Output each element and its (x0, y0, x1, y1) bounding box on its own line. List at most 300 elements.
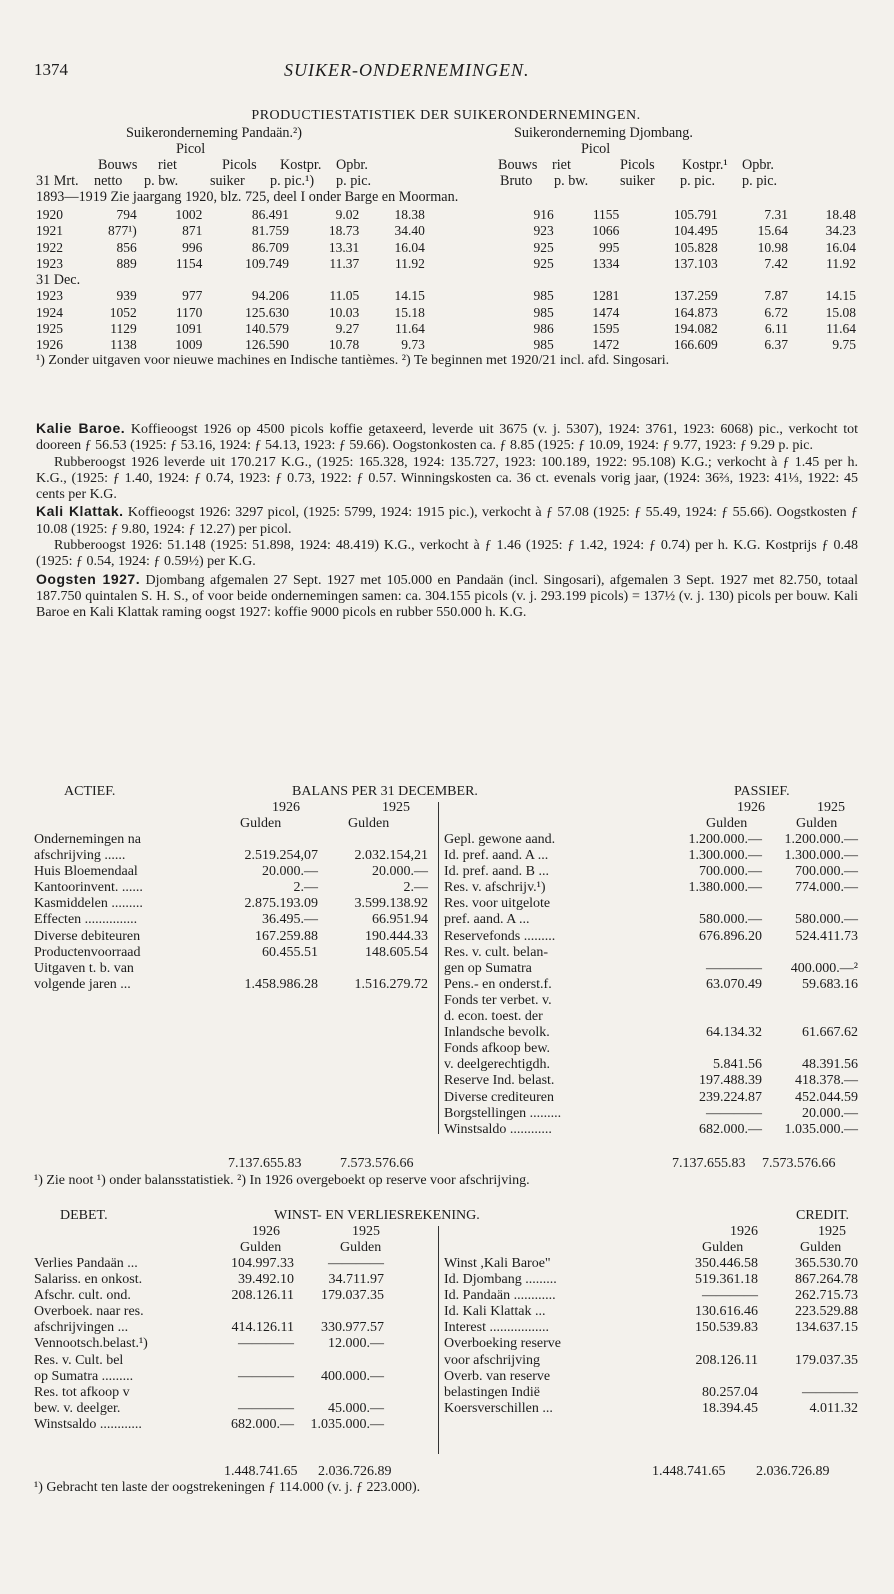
profit-loss-years (34, 1224, 858, 1240)
stat-cell: 1926 (36, 337, 63, 353)
debet-item-amount-1925: 330.977.57 (321, 1320, 384, 1336)
debet-item (34, 1304, 434, 1320)
debet-item-label: bew. v. deelger. (34, 1400, 121, 1416)
balance-total-passief-1925: 7.573.576.66 (762, 1156, 836, 1171)
passief-item-amount-1925: 774.000.— (795, 880, 858, 896)
actief-item (34, 929, 434, 945)
statistics-footnote: ¹) Zonder uitgaven voor nieuwe machines en Indische tantièmes. ²) Te beginnen met 1920/21 incl. afd. Singosari. (36, 353, 670, 369)
credit-item (444, 1353, 858, 1369)
stat-cell: 7.31 (764, 207, 788, 223)
profit-loss-title: WINST- EN VERLIESREKENING. (274, 1208, 480, 1223)
credit-item (444, 1336, 858, 1352)
kali-klattak-coffee: Koffieoogst 1926: 3297 picol, (1925: 5799, 1924: 1915 pic.), verkocht à ƒ 57.08 (1925: ƒ 55.49, 1924: ƒ 55.66). Oogstkosten ƒ 10.08 (1925: ƒ 9.80, 1924: ƒ 12.27) per picol. (36, 505, 859, 537)
debet-item-label: Overboek. naar res. (34, 1304, 144, 1320)
passief-item-label: Reservefonds ......... (444, 928, 556, 944)
stat-cell: 16.04 (394, 239, 425, 255)
stat-cell: 995 (599, 239, 620, 255)
stat-cell: 6.72 (764, 304, 788, 320)
passief-item-amount-1926: 700.000.— (699, 864, 762, 880)
debet-item-amount-1926: ———— (238, 1368, 294, 1384)
passief-item-label: v. deelgerechtigdh. (444, 1057, 550, 1073)
header-row-2-cell-0: 31 Mrt. (36, 173, 79, 189)
credit-item-amount-1926: 130.616.46 (695, 1304, 758, 1320)
stat-cell: 164.873 (673, 304, 718, 320)
page-header (34, 62, 860, 84)
debet-item (34, 1320, 434, 1336)
header-row-2-cell-6: Bruto (500, 173, 533, 189)
stat-cell: 1138 (110, 337, 137, 353)
stat-cell: 1052 (109, 304, 137, 320)
debet-item-amount-1925: 34.711.97 (328, 1272, 384, 1288)
credit-item-amount-1926: 208.126.11 (695, 1352, 758, 1368)
passief-item-amount-1926: 580.000.— (699, 912, 762, 928)
passief-item (444, 1041, 858, 1057)
stat-cell: 81.759 (251, 223, 289, 239)
debet-item-amount-1925: 1.035.000.— (310, 1416, 384, 1432)
debet-item-label: op Sumatra ......... (34, 1368, 134, 1384)
header-row-1-cell-5: Bouws (498, 157, 538, 173)
range-row: 1893—1919 Zie jaargang 1920, blz. 725, deel I onder Barge en Moorman. (36, 189, 459, 205)
oogsten-text: Djombang afgemalen 27 Sept. 1927 met 105.000 en Pandaän (incl. Singosari), afgemalen 3 Sept. 1927 met 82.750, totaal 187.750 quintalen S. H. S., of voor beide ondernemingen samen: ca. 304.155 picols (v. j. 293.199 picols) = 137½ (v. j. 130) picols per bouw. Kali Baroe en Kali Klattak raming oogst 1927: koffie 9000 picols en rubber 550.000 h. K.G. (36, 572, 858, 621)
actief-item (34, 977, 434, 993)
statistics-column-headers (36, 125, 856, 207)
passief-item-amount-1926: 64.134.32 (706, 1025, 762, 1041)
passief-item-amount-1925: 1.300.000.— (784, 848, 858, 864)
stat-cell: 104.495 (673, 223, 718, 239)
stat-cell: 794 (116, 207, 137, 223)
stat-cell: 996 (182, 239, 203, 255)
stat-cell: 985 (533, 337, 554, 353)
actief-item-label: Diverse debiteuren (34, 928, 141, 944)
stat-cell: 925 (533, 256, 554, 272)
passief-item-amount-1925: 400.000.—² (790, 960, 858, 976)
debet-item (34, 1353, 434, 1369)
passief-item-amount-1925: 59.683.16 (802, 976, 858, 992)
header-row-2-cell-4: p. pic.¹) (270, 173, 315, 189)
header-row-1-cell-6: riet (552, 157, 571, 173)
debet-item (34, 1256, 434, 1272)
production-statistics (36, 108, 856, 369)
actief-item-amount-1925: 66.951.94 (372, 912, 428, 928)
debet-label: DEBET. (60, 1208, 108, 1223)
passief-item-amount-1926: 1.200.000.— (688, 832, 762, 847)
credit-item (444, 1304, 858, 1320)
balance-total-actief-1925: 7.573.576.66 (340, 1156, 414, 1171)
profit-loss-units (34, 1240, 858, 1256)
passief-item (444, 929, 858, 945)
pl-year-right-1: 1926 (730, 1224, 758, 1239)
actief-item-amount-1926: 60.455.51 (262, 944, 318, 960)
pl-year-left-1: 1926 (252, 1224, 280, 1239)
credit-item-amount-1925: 223.529.88 (795, 1304, 858, 1320)
pl-total-debet-1925: 2.036.726.89 (318, 1464, 392, 1479)
header-row-1-cell-4: Opbr. (336, 157, 368, 173)
passief-item-amount-1925: 524.411.73 (795, 928, 858, 944)
stat-cell: 10.03 (328, 304, 360, 320)
stat-cell: 1091 (175, 320, 203, 336)
profit-loss-columns (34, 1256, 858, 1436)
stat-cell: 15.08 (825, 304, 856, 320)
dec-label: 31 Dec. (36, 272, 81, 289)
passief-item-amount-1925: 48.391.56 (802, 1057, 858, 1073)
header-row-2-cell-1: netto (94, 173, 123, 189)
stat-cell: 6.37 (764, 337, 788, 353)
credit-item-label: Winst ,Kali Baroe" (444, 1256, 551, 1271)
picol-label-right: Picol (581, 141, 611, 157)
statistics-table-march (36, 207, 856, 272)
passief-item-amount-1926: 682.000.— (699, 1121, 762, 1137)
kali-klattak-title: Kali Klattak. (36, 503, 124, 520)
stat-cell: 14.15 (825, 288, 856, 304)
credit-item (444, 1272, 858, 1288)
debet-item-amount-1925: 12.000.— (328, 1336, 384, 1352)
profit-loss-heading (34, 1208, 858, 1224)
credit-item-amount-1925: 134.637.15 (795, 1320, 858, 1336)
stat-cell: 877¹) (107, 223, 137, 239)
stat-cell: 7.42 (764, 256, 788, 272)
credit-item-amount-1925: 365.530.70 (795, 1256, 858, 1271)
credit-item-amount-1925: 179.037.35 (795, 1352, 858, 1368)
passief-list (444, 832, 858, 1138)
debet-item (34, 1288, 434, 1304)
running-title: SUIKER-ONDERNEMINGEN. (284, 60, 530, 80)
actief-item (34, 880, 434, 896)
profit-loss-footnote: ¹) Gebracht ten laste der oogstrekeningen ƒ 114.000 (v. j. ƒ 223.000). (34, 1480, 421, 1495)
debet-item (34, 1385, 434, 1401)
stat-cell: 137.103 (673, 256, 718, 272)
balance-year-right-2: 1925 (817, 800, 845, 815)
stats-december-row (36, 288, 856, 304)
header-row-1-cell-1: riet (158, 157, 177, 173)
stat-cell: 1922 (36, 239, 63, 255)
balance-heading (34, 784, 858, 800)
debet-item-label: Res. tot afkoop v (34, 1384, 130, 1400)
debet-item-label: Afschr. cult. ond. (34, 1288, 131, 1304)
balance-total-actief-1926: 7.137.655.83 (228, 1156, 302, 1171)
credit-item-amount-1926: 150.539.83 (695, 1320, 758, 1336)
stat-cell: 7.87 (764, 288, 788, 304)
balance-sheet (34, 784, 858, 1189)
debet-item-label: Vennootsch.belast.¹) (34, 1336, 148, 1352)
actief-item-label: Productenvoorraad (34, 944, 141, 960)
kalie-baroe-rubber: Rubberoogst 1926 leverde uit 170.217 K.G., (1925: 165.328, 1924: 135.727, 1923: 100.189, 1922: 95.108) K.G.; verkocht à ƒ 1.45 per h. K.G., (1925: ƒ 1.40, 1924: ƒ 0.74, 1923: ƒ 0.73, 1922: ƒ 0.57. Winningskosten ca. 36 ct. evenals vorig jaar, (1924: 36⅔, 1923: 41⅓, 1922: 45 cents per K.G. (36, 454, 858, 503)
debet-item-amount-1926: 39.492.10 (238, 1272, 294, 1288)
stat-cell: 1920 (36, 207, 63, 223)
stat-cell: 1474 (592, 304, 620, 320)
pl-unit-right-2: Gulden (800, 1240, 842, 1255)
actief-item (34, 945, 434, 961)
header-row-2-cell-3: suiker (210, 173, 245, 189)
passief-item (444, 1025, 858, 1041)
stat-cell: 1281 (592, 288, 620, 304)
balance-year-left-1: 1926 (272, 800, 300, 815)
passief-item (444, 864, 858, 880)
stat-cell: 889 (116, 256, 137, 272)
debet-item-amount-1926: 104.997.33 (231, 1256, 294, 1271)
actief-item-label: Kantoorinvent. ...... (34, 880, 143, 896)
stat-cell: 856 (116, 239, 137, 255)
balance-totals (34, 1156, 858, 1172)
credit-item-amount-1926: 519.361.18 (695, 1272, 758, 1288)
passief-item-amount-1926: 5.841.56 (713, 1057, 762, 1073)
actief-item-label: volgende jaren ... (34, 976, 131, 992)
passief-item-amount-1925: 418.378.— (795, 1073, 858, 1089)
stat-cell: 86.491 (251, 207, 289, 223)
actief-item-label: Uitgaven t. b. van (34, 960, 134, 976)
statistics-title: PRODUCTIESTATISTIEK DER SUIKERONDERNEMINGEN. (251, 108, 641, 123)
actief-item-amount-1925: 1.516.279.72 (354, 976, 428, 992)
stats-march-row (36, 256, 856, 272)
passief-item (444, 880, 858, 896)
passief-item-label: Fonds afkoop bew. (444, 1041, 551, 1057)
passief-item-amount-1926: 1.380.000.— (688, 880, 762, 896)
header-row-2-cell-7: p. bw. (554, 173, 589, 189)
credit-label: CREDIT. (796, 1208, 850, 1223)
stat-cell: 105.791 (673, 207, 718, 223)
stat-cell: 18.38 (394, 207, 425, 223)
passief-item-label: gen op Sumatra (444, 960, 532, 976)
stats-march-row (36, 223, 856, 239)
credit-item (444, 1369, 858, 1385)
header-row-2-cell-9: p. pic. (680, 173, 716, 189)
debet-item-amount-1926: 414.126.11 (231, 1320, 294, 1336)
stat-cell: 194.082 (673, 320, 718, 336)
stat-cell: 1925 (36, 320, 63, 336)
actief-label: ACTIEF. (64, 784, 116, 799)
actief-item-amount-1926: 1.458.986.28 (244, 976, 318, 992)
stat-cell: 6.11 (764, 320, 788, 336)
balance-year-left-2: 1925 (382, 800, 410, 815)
actief-item (34, 832, 434, 848)
stats-march-row (36, 207, 856, 223)
stat-cell: 10.78 (328, 337, 360, 353)
kalie-baroe-title: Kalie Baroe. (36, 420, 126, 436)
header-row-1-cell-0: Bouws (98, 157, 138, 173)
stat-cell: 1066 (592, 223, 620, 239)
passief-item-label: Res. voor uitgelote (444, 896, 551, 912)
stat-cell: 140.579 (245, 320, 289, 336)
kalie-baroe-section (36, 420, 858, 622)
credit-item-label: Overb. van reserve (444, 1368, 551, 1384)
header-row-2-cell-2: p. bw. (144, 173, 179, 189)
actief-list (34, 832, 434, 993)
credit-item-amount-1925: 4.011.32 (809, 1400, 858, 1416)
credit-item-label: Koersverschillen ... (444, 1400, 553, 1416)
pl-total-credit-1926: 1.448.741.65 (652, 1464, 726, 1479)
debet-item-label: Winstsaldo ............ (34, 1416, 142, 1432)
stat-cell: 986 (533, 320, 554, 336)
passief-item-label: Fonds ter verbet. v. (444, 992, 552, 1008)
passief-item (444, 832, 858, 848)
passief-item (444, 1122, 858, 1138)
balance-title: BALANS PER 31 DECEMBER. (292, 784, 478, 799)
pl-unit-left-1: Gulden (240, 1240, 282, 1255)
statistics-table-december (36, 288, 856, 353)
credit-item-amount-1925: 262.715.73 (795, 1288, 858, 1304)
balance-years (34, 800, 858, 816)
passief-item-amount-1925: 1.200.000.— (784, 832, 858, 847)
balance-columns (34, 832, 858, 1142)
passief-item-label: Gepl. gewone aand. (444, 832, 556, 847)
passief-item (444, 961, 858, 977)
credit-item-label: Id. Pandaän ............ (444, 1288, 556, 1304)
balance-year-right-1: 1926 (737, 800, 765, 815)
header-row-1-cell-8: Kostpr.¹ (682, 157, 728, 173)
actief-item-amount-1925: 148.605.54 (365, 944, 428, 960)
header-row-1-cell-7: Picols (620, 157, 655, 173)
actief-item-amount-1925: 20.000.— (372, 864, 428, 880)
passief-item (444, 945, 858, 961)
stat-cell: 871 (182, 223, 203, 239)
stat-cell: 11.37 (329, 256, 360, 272)
debet-item-amount-1925: ———— (328, 1256, 384, 1271)
actief-item-amount-1925: 2.032.154,21 (354, 848, 428, 864)
actief-item-amount-1926: 36.495.— (262, 912, 318, 928)
credit-item-label: Overboeking reserve (444, 1336, 562, 1352)
passief-item (444, 848, 858, 864)
passief-item-amount-1925: 580.000.— (795, 912, 858, 928)
passief-item (444, 977, 858, 993)
stat-cell: 94.206 (251, 288, 289, 304)
passief-item-label: Res. v. afschrijv.¹) (444, 880, 546, 896)
passief-item (444, 993, 858, 1009)
passief-item (444, 896, 858, 912)
stat-cell: 1472 (592, 337, 620, 353)
header-row-2-cell-10: p. pic. (742, 173, 778, 189)
stat-cell: 11.64 (395, 320, 425, 336)
stat-cell: 939 (116, 288, 137, 304)
debet-item-amount-1926: ———— (238, 1400, 294, 1416)
passief-item-amount-1926: ———— (706, 1105, 762, 1121)
passief-item-label: Res. v. cult. belan- (444, 944, 549, 960)
actief-item (34, 961, 434, 977)
actief-item (34, 864, 434, 880)
stat-cell: 14.15 (394, 288, 425, 304)
balance-unit-left-2: Gulden (348, 816, 390, 831)
stat-cell: 166.609 (673, 337, 718, 353)
stat-cell: 15.64 (757, 223, 788, 239)
stat-cell: 105.828 (673, 239, 718, 255)
passief-item-label: Inlandsche bevolk. (444, 1025, 550, 1041)
actief-item-amount-1925: 3.599.138.92 (354, 896, 428, 912)
header-row-2-cell-8: suiker (620, 173, 655, 189)
stat-cell: 1595 (592, 320, 620, 336)
credit-item-amount-1925: ———— (802, 1384, 858, 1400)
stats-december-row (36, 304, 856, 320)
credit-item (444, 1320, 858, 1336)
credit-list (444, 1256, 858, 1417)
balance-footnote: ¹) Zie noot ¹) onder balansstatistiek. ²) In 1926 overgeboekt op reserve voor afschrijving. (34, 1173, 530, 1188)
debet-item (34, 1401, 434, 1417)
passief-item-label: Pens.- en onderst.f. (444, 976, 552, 992)
header-row-1-cell-9: Opbr. (742, 157, 774, 173)
credit-item-label: voor afschrijving (444, 1352, 541, 1368)
kalie-baroe-coffee: Koffieoogst 1926 op 4500 picols koffie getaxeerd, leverde uit 3675 (v. j. 5307), 1924: 3761, 1923: 6068) pic., verkocht tot dooreen ƒ 56.53 (1925: ƒ 53.16, 1924: ƒ 54.13, 1923: ƒ 59.66). Oogstonkosten ca. ƒ 8.85 (1925: ƒ 10.09, 1924: ƒ 9.77, 1923: ƒ 9.29 p. pic. (36, 422, 859, 454)
passief-item-amount-1926: 239.224.87 (699, 1089, 762, 1105)
passief-item-amount-1925: 452.044.59 (795, 1089, 858, 1105)
pl-unit-right-1: Gulden (702, 1240, 744, 1255)
passief-item-amount-1925: 1.035.000.— (784, 1121, 858, 1137)
picol-label-left: Picol (176, 141, 206, 157)
actief-item-amount-1926: 167.259.88 (255, 928, 318, 944)
debet-list (34, 1256, 434, 1433)
passief-label: PASSIEF. (734, 784, 790, 799)
stat-cell: 34.40 (394, 223, 425, 239)
stat-cell: 923 (533, 223, 554, 239)
credit-item (444, 1385, 858, 1401)
credit-item-label: Id. Kali Klattak ... (444, 1304, 546, 1320)
debet-item (34, 1336, 434, 1352)
actief-item-label: Ondernemingen na (34, 832, 141, 847)
stat-cell: 1155 (592, 207, 620, 223)
stat-cell: 125.630 (245, 304, 289, 320)
stat-cell: 1334 (592, 256, 620, 272)
stat-cell: 1923 (36, 288, 63, 304)
stat-cell: 1009 (175, 337, 203, 353)
actief-item (34, 896, 434, 912)
passief-item-amount-1926: ———— (706, 960, 762, 976)
stat-cell: 15.18 (394, 304, 425, 320)
debet-item (34, 1272, 434, 1288)
balance-divider (438, 802, 439, 1134)
stat-cell: 11.64 (826, 320, 856, 336)
credit-item-label: Id. Djombang ......... (444, 1272, 557, 1288)
kali-klattak-rubber: Rubberoogst 1926: 51.148 (1925: 51.898, 1924: 48.419) K.G., verkocht à ƒ 1.46 (1925: ƒ 1.42, 1924: ƒ 0.74) per h. K.G. Kostprijs ƒ 0.48 (1925: ƒ 0.54, 1924: ƒ 0.59½) per K.G. (36, 538, 858, 570)
stat-cell: 977 (182, 288, 203, 304)
stat-cell: 9.02 (335, 207, 360, 223)
passief-item (444, 1106, 858, 1122)
stat-cell: 1002 (175, 207, 203, 223)
balance-unit-right-2: Gulden (796, 816, 838, 831)
oogsten-title: Oogsten 1927. (36, 570, 141, 587)
debet-item-amount-1925: 45.000.— (328, 1400, 384, 1416)
passief-item-amount-1926: 1.300.000.— (688, 848, 762, 864)
stat-cell: 925 (533, 239, 554, 255)
header-row-1-cell-3: Kostpr. (280, 157, 322, 173)
pl-year-left-2: 1925 (352, 1224, 380, 1239)
debet-item-amount-1926: 682.000.— (231, 1416, 294, 1432)
passief-item-amount-1926: 676.896.20 (699, 928, 762, 944)
stats-march-row (36, 240, 856, 256)
stat-cell: 86.709 (251, 239, 289, 255)
stat-cell: 13.31 (328, 239, 360, 255)
stats-december-row (36, 337, 856, 353)
balance-unit-right-1: Gulden (706, 816, 748, 831)
passief-item (444, 912, 858, 928)
pl-total-debet-1926: 1.448.741.65 (224, 1464, 298, 1479)
pl-unit-left-2: Gulden (340, 1240, 382, 1255)
stat-cell: 11.05 (329, 288, 360, 304)
passief-item-amount-1926: 63.070.49 (706, 976, 762, 992)
header-row-1-cell-2: Picols (222, 157, 257, 173)
debet-item (34, 1369, 434, 1385)
header-row-2-cell-5: p. pic. (336, 173, 372, 189)
stat-cell: 985 (533, 288, 554, 304)
page-number: 1374 (34, 60, 68, 79)
stat-cell: 137.259 (673, 288, 718, 304)
actief-item-amount-1926: 2.875.193.09 (244, 896, 318, 912)
stat-cell: 18.73 (328, 223, 360, 239)
credit-item (444, 1288, 858, 1304)
passief-item-label: Id. pref. aand. A ... (444, 848, 549, 864)
credit-item-label: belastingen Indië (444, 1384, 541, 1400)
debet-item (34, 1417, 434, 1433)
passief-item-amount-1925: 61.667.62 (802, 1025, 858, 1041)
balance-unit-left-1: Gulden (240, 816, 282, 831)
stat-cell: 16.04 (825, 239, 856, 255)
stat-cell: 1921 (36, 223, 63, 239)
debet-item-label: afschrijvingen ... (34, 1320, 129, 1336)
